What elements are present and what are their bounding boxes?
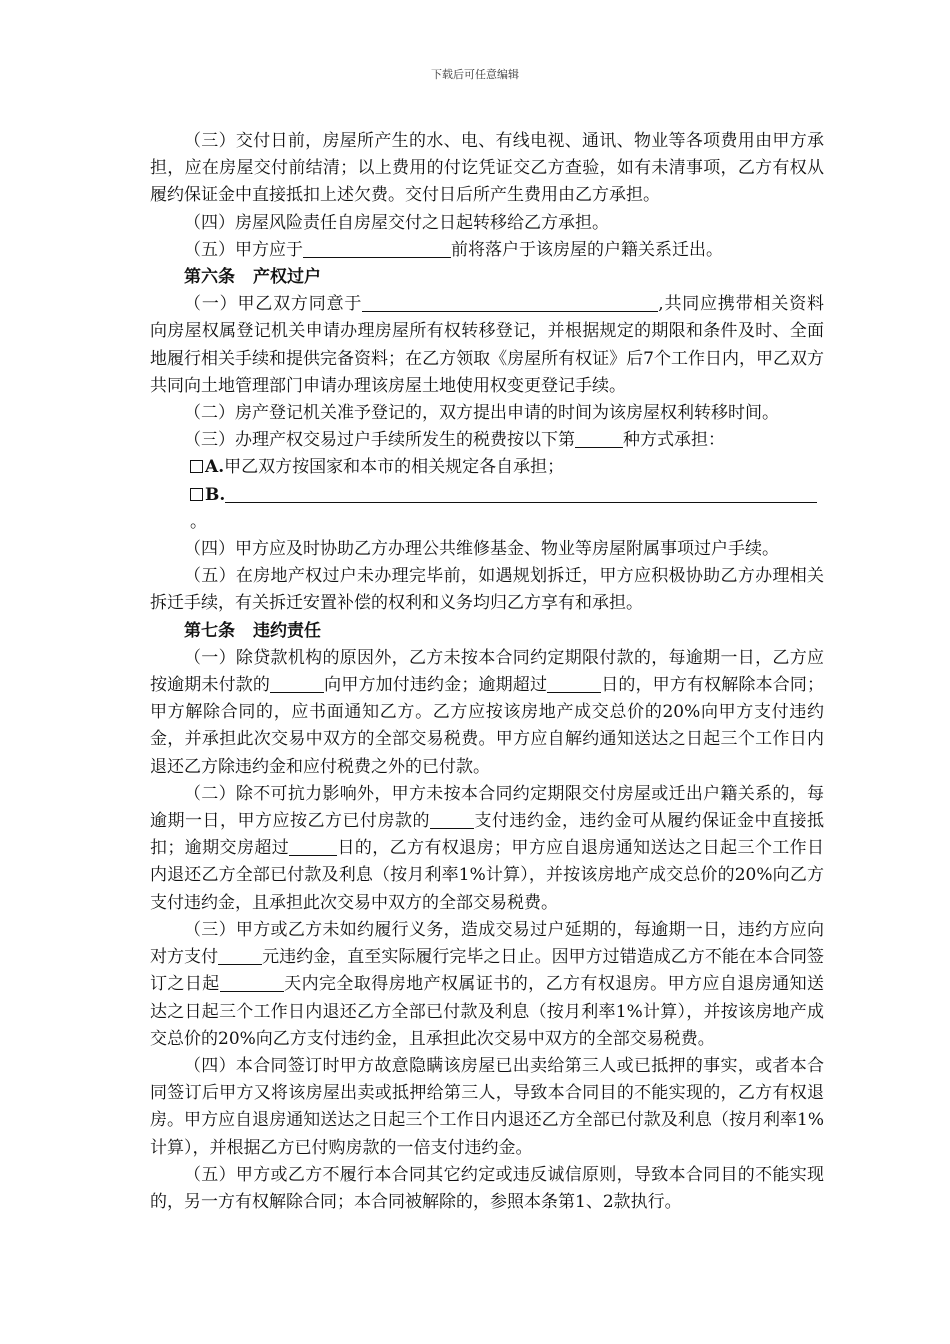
fill-blank [220, 974, 284, 992]
fill-blank [225, 485, 817, 503]
clause6-paragraph-1 [150, 291, 824, 400]
clause7-paragraph-5: （五）甲方或乙方不履行本合同其它约定或违反诚信原则，导致本合同目的不能实现的，另一方有权解除合同；本合同被解除的，参照本条第1、2款执行。 [150, 1164, 824, 1212]
fill-blank [575, 430, 623, 448]
clause6-p3-text-b: 种方式承担： [623, 430, 725, 451]
document-body [150, 128, 824, 1216]
clause6-paragraph-3 [150, 427, 824, 454]
clause7-p2-text-a: （二）除不可抗力影响外，甲方未按本合同约定期限交付房屋或迁出户籍关系的，每逾期一日，甲方应按乙方已付房款的 [150, 783, 824, 832]
clause7-p1-text-b: 向甲方加付违约金；逾期超过 [324, 675, 548, 696]
option-b-end: 。 [190, 511, 207, 532]
clause5-p5-text-b: 前将落户于该房屋的户籍关系迁出。 [451, 239, 723, 260]
clause6-title: 产权过户 [253, 267, 321, 288]
fill-blank [218, 947, 262, 965]
checkbox-icon [190, 488, 203, 501]
clause7-p1-text-a: （一）除贷款机构的原因外，乙方未按本合同约定期限付款的，每逾期一日，乙方应按逾期未付款的 [150, 647, 824, 696]
option-b-label: B. [205, 484, 226, 505]
fill-blank [362, 294, 658, 312]
clause6-option-b [150, 482, 824, 536]
clause7-number: 第七条 [184, 620, 235, 641]
clause6-heading [150, 264, 824, 291]
clause5-paragraph-4: （四）房屋风险责任自房屋交付之日起转移给乙方承担。 [184, 212, 609, 233]
clause5-p5-text-a: （五）甲方应于 [184, 239, 303, 260]
clause5-paragraph-3: （三）交付日前，房屋所产生的水、电、有线电视、通讯、物业等各项费用由甲方承担，应在房屋交付前结清；以上费用的付讫凭证交乙方查验，如有未清事项，乙方有权从履约保证金中直接抵扣上述欠费。交付日后所产生费用由乙方承担。 [150, 131, 824, 206]
page-header: 下载后可任意编辑 [431, 68, 519, 81]
fill-blank [289, 838, 337, 856]
clause6-paragraph-4: （四）甲方应及时协助乙方办理公共维修基金、物业等房屋附属事项过户手续。 [184, 539, 779, 560]
clause7-paragraph-2 [150, 781, 824, 917]
clause7-paragraph-3 [150, 917, 824, 1053]
clause6-paragraph-2: （二）房产登记机关准予登记的，双方提出申请的时间为该房屋权利转移时间。 [184, 403, 779, 424]
clause7-p2-text-c: 日的，乙方有权退房；甲方应自退房通知送达之日起三个工作日内退还乙方全部已付款及利息（按月利率1%计算），并按该房地产成交总价的20%向乙方支付违约金，且承担此次交易中双方的全部交易税费。 [150, 838, 825, 913]
clause7-p1-text-c: 日的，甲方有权解除本合同；甲方解除合同的，应书面通知乙方。乙方应按该房地产成交总价的20%向甲方支付违约金，并承担此次交易中双方的全部交易税费。甲方应自解约通知送达之日起三个工作日内退还乙方除违约金和应付税费之外的已付款。 [150, 675, 825, 777]
clause7-p3-text-a: （三）甲方或乙方未如约履行义务，造成交易过户延期的，每逾期一日，违约方应向对方支付 [150, 919, 824, 968]
clause7-paragraph-4: （四）本合同签订时甲方故意隐瞒该房屋已出卖给第三人或已抵押的事实，或者本合同签订后甲方又将该房屋出卖或抵押给第三人，导致本合同目的不能实现的，乙方有权退房。甲方应自退房通知送达之日起三个工作日内退还乙方全部已付款及利息（按月利率1%计算），并根据乙方已付购房款的一倍支付违约金。 [150, 1055, 824, 1158]
checkbox-icon [190, 460, 203, 473]
clause7-p2-text-b: 支付违约金，违约金可从履约保证金中直接抵扣；逾期交房超过 [150, 811, 824, 859]
option-a-text: 甲乙双方按国家和本市的相关规定各自承担； [224, 457, 565, 478]
clause7-p3-text-b: 元违约金，直至实际履行完毕之日止。因甲方过错造成乙方不能在本合同签订之日起 [150, 947, 824, 995]
fill-blank [270, 675, 324, 693]
fill-blank [430, 811, 474, 829]
clause5-paragraph-5 [150, 237, 824, 264]
clause7-title: 违约责任 [253, 620, 321, 641]
option-a-label: A. [205, 457, 225, 478]
clause6-p1-text-b: ,共同应携带相关资料向房屋权属登记机关申请办理房屋所有权转移登记，并根据规定的期限和条件及时、全面地履行相关手续和提供完备资料；在乙方领取《房屋所有权证》后7个工作日内，甲乙双方共同向土地管理部门申请办理该房屋土地使用权变更登记手续。 [150, 294, 825, 396]
clause7-paragraph-1 [150, 645, 824, 781]
fill-blank [547, 675, 601, 693]
clause6-number: 第六条 [184, 267, 235, 288]
clause6-p1-text-a: （一）甲乙双方同意于 [184, 294, 363, 315]
clause7-heading [150, 618, 824, 645]
clause6-paragraph-5: （五）在房地产权过户未办理完毕前，如遇规划拆迁，甲方应积极协助乙方办理相关拆迁手续，有关拆迁安置补偿的权利和义务均归乙方享有和承担。 [150, 566, 824, 614]
clause7-p3-text-c: 天内完全取得房地产权属证书的，乙方有权退房。甲方应自退房通知送达之日起三个工作日内退还乙方全部已付款及利息（按月利率1%计算），并按该房地产成交总价的20%向乙方支付违约金，且承担此次交易中双方的全部交易税费。 [150, 974, 825, 1049]
fill-blank [303, 240, 451, 258]
clause6-p3-text-a: （三）办理产权交易过户手续所发生的税费按以下第 [184, 430, 575, 451]
clause6-option-a [150, 454, 824, 481]
